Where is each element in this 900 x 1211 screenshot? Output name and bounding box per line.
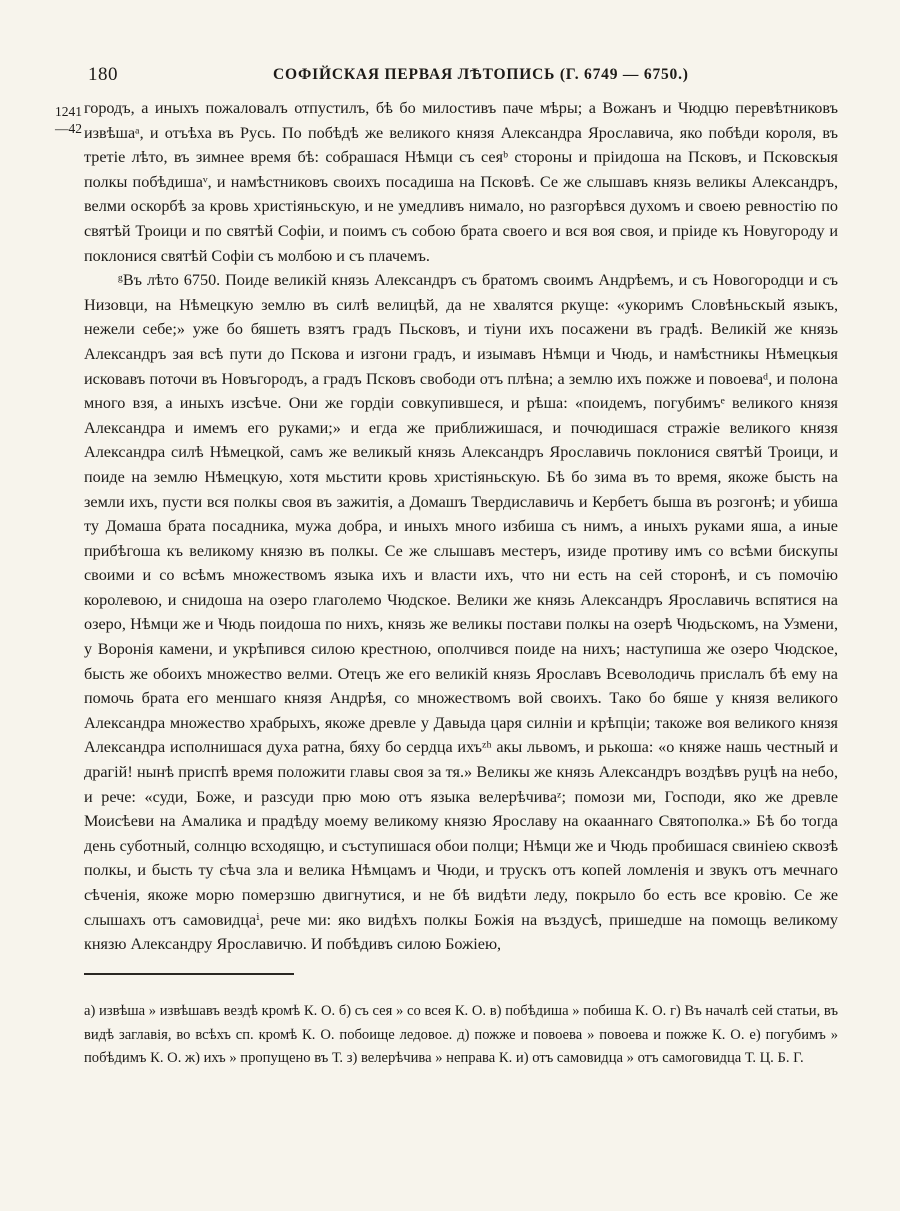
page-header (88, 64, 838, 90)
page-number: 180 (88, 64, 118, 85)
paragraph: ᵍВъ лѣто 6750. Поиде великій князь Александръ съ братомъ своимъ Андрѣемъ, и съ Новогородци и съ Низовци, на Нѣмецкую землю въ силѣ велицѣй, да не хвалятся ркуще: «укоримъ Словѣньскый языкъ, нежели себе;» уже бо бяшеть взятъ градъ Пьсковъ, и тіуни ихъ посажени въ градѣ. Великій же князь Александръ зая всѣ пути до Пскова и изгони градъ, и изымавъ Нѣмци и Чюдь, и намѣстникы Нѣмецкыя исковавъ поточи въ Новъгородъ, а градъ Псковъ свободи отъ плѣна; а землю ихъ пожже и повоеваᵈ, и полона много взя, а иныхъ изсѣче. Они же гордіи совкупившеся, и рѣша: «поидемъ, погубимъᵉ великого князя Александра и имемъ его руками;» и егда же приближишася, и почюдишася стражіе великого князя Александра силѣ Нѣмецкой, самъ же великый князь Александръ Ярославичь поклонися святѣй Троици, и поиде на землю Нѣмецкую, хотя мьстити кровь христіяньскую. Бѣ бо зима въ то время, якоже бысть на земли ихъ, пусти вся полкы своя въ зажитія, а Домашъ Твердиславичь и Кербетъ быша въ розгонѣ; и убиша ту Домаша брата посадника, мужа добра, и иныхъ много избиша съ нимъ, а иныхъ руками яша, а иные прибѣгоша къ великому князю въ полкы. Се же слышавъ местеръ, изиде противу имъ со всѣми бискупы своими и со всѣмъ множествомъ языка ихъ и власти ихъ, что ни есть на сей сторонѣ, и съ помочію королевою, и снидоша на озеро глаголемо Чюдское. Велики же князь Александръ Ярославичь вспятися на озеро, Нѣмци же и Чюдь поидоша по нихъ, князь же великы постави полкы на озерѣ Чюдьскомъ, на Узмени, у Воронія камени, и укрѣпився силою крестною, ополчився поиде на нихъ; наступиша же озеро Чюдское, бысть же обоихъ множество велми. Отецъ же его великій князь Ярославъ Всеволодичь прислалъ бѣ ему на помочь брата его меншаго князя Андрѣя, со множествомъ вой своихъ. Тако бо бяше у князя великого Александра множество храбрыхъ, якоже древле у Давыда царя силніи и крѣпціи; такоже воя великого князя Александра исполнишася духа ратна, бяху бо сердца ихъᶻʰ акы львомъ, и рькоша: «о княже нашь честный и драгій! нынѣ приспѣ время положити главы своя за тя.» Великы же князь Александръ воздѣвъ руцѣ на небо, и рече: «суди, Боже, и разсуди прю мою отъ языка велерѣчиваᶻ; помози ми, Господи, яко же древле Моисѣеви на Амалика и прадѣду моему великому князю Ярославу на окааннаго Святополка.» Бѣ бо тогда день суботный, солнцю всходящю, и съступишася обои полци; Нѣмци же и Чюдь пробишася свиніею сквозѣ полкы, и бысть ту сѣча зла и велика Нѣмцамъ и Чюди, и трускъ отъ копей ломленія и звукъ отъ мечнаго сѣченія, якоже морю померзшю двигнутися, и не бѣ видѣти леду, покрыло бо есть все кровію. Се же слышахъ отъ самовидцаⁱ, рече ми: яко видѣхъ полкы Божія на въздусѣ, пришедше на помощь великому князю Александру Ярославичю. И побѣдивъ силою Божіею, (84, 271, 838, 954)
margin-year-note: 1241—42 (55, 104, 82, 136)
paragraph: городъ, а иныхъ пожаловалъ отпустилъ, бѣ бо милостивъ паче мѣры; а Вожанъ и Чюдцю перевѣтниковъ извѣшаᵃ, и отъѣха въ Русь. По побѣдѣ же великого князя Александра Ярославича, яко побѣди короля, въ третіе лѣто, въ зимнее время бѣ: собрашася Нѣмци съ сеяᵇ стороны и пріидоша на Псковъ, и Псковскыя полкы побѣдишаᵛ, и намѣстниковъ своихъ посадиша на Псковѣ. Се же слышавъ князь великы Александръ, велми оскорбѣ за кровь христіяньскую, и не умедливъ нимало, но разгорѣвся духомъ и своею ревностію по святѣй Троици и по святѣй Софіи, и поимъ съ собою брата своего и вся воя своя, и пріиде къ Новугороду и поклонися святѣй Софіи съ молбою и съ плачемъ. (84, 99, 838, 265)
footnote-divider (84, 973, 294, 975)
chronicle-text (84, 96, 838, 957)
running-head: СОФІЙСКАЯ ПЕРВАЯ ЛѢТОПИСЬ (Г. 6749 — 6750.) (273, 66, 689, 83)
footnotes (84, 1000, 838, 1071)
footnote-text: а) извѣша » извѣшавъ вездѣ кромѣ К. О. б) съ сея » со всея К. О. в) побѣдиша » побиша К. О. г) Въ началѣ сей статьи, въ видѣ заглавія, во всѣхъ сп. кромѣ К. О. побоище ледовое. д) пожже и повоева » повоева и пожже К. О. е) погубимъ » побѣдимъ К. О. ж) ихъ » пропущено въ Т. з) велерѣчива » неправа К. и) отъ самовидца » отъ самоговидца Т. Ц. Б. Г. (84, 1003, 838, 1066)
